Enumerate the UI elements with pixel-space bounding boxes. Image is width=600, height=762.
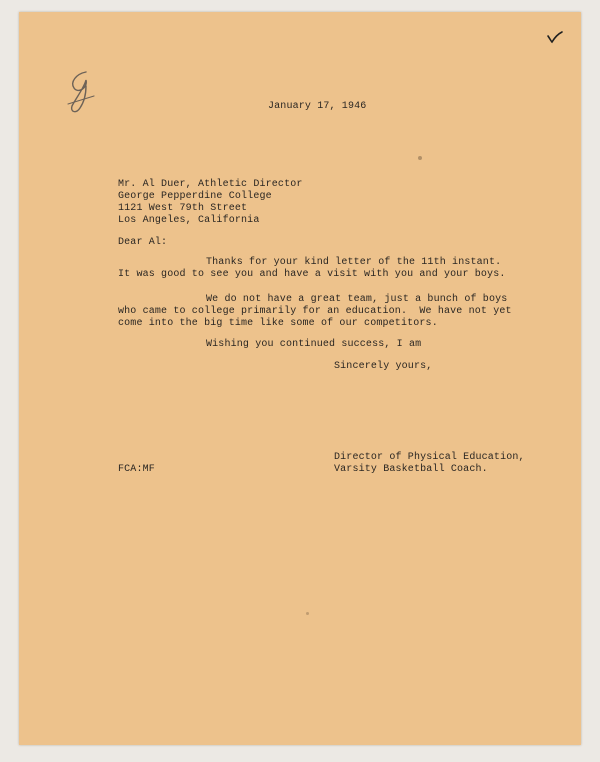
letter-date: January 17, 1946 [268, 101, 367, 112]
checkmark-icon [546, 30, 564, 44]
ink-smudge [306, 612, 309, 615]
paragraph2-line: who came to college primarily for an education. We have not yet [118, 306, 512, 317]
pencil-scribble-icon [64, 68, 98, 116]
signature-title-line: Director of Physical Education, [334, 452, 525, 463]
recipient-street: 1121 West 79th Street [118, 203, 248, 214]
closing-line: Wishing you continued success, I am [206, 339, 422, 350]
recipient-city: Los Angeles, California [118, 215, 260, 226]
recipient-name: Mr. Al Duer, Athletic Director [118, 179, 303, 190]
paragraph1-line: Thanks for your kind letter of the 11th instant. [206, 257, 502, 268]
signature-title-line: Varsity Basketball Coach. [334, 464, 488, 475]
recipient-organization: George Pepperdine College [118, 191, 272, 202]
paragraph2-line: We do not have a great team, just a bunch of boys [206, 294, 508, 305]
paragraph2-line: come into the big time like some of our competitors. [118, 318, 438, 329]
ink-smudge [418, 156, 422, 160]
letter-page [19, 12, 581, 745]
reference-initials: FCA:MF [118, 464, 155, 475]
salutation: Dear Al: [118, 237, 168, 248]
paragraph1-line: It was good to see you and have a visit with you and your boys. [118, 269, 506, 280]
sign-off: Sincerely yours, [334, 361, 433, 372]
